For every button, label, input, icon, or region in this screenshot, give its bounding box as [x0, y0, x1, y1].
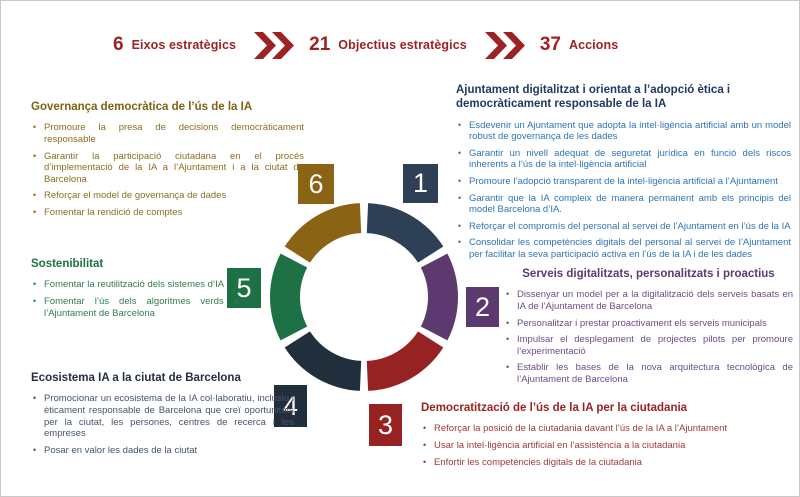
section-title: Democratització de l’ús de la IA per la ciutadania [421, 402, 688, 414]
axis-number-box-2 [466, 287, 499, 327]
section-sostenibilitat [31, 257, 239, 324]
bullet-item: • Promocionar un ecosistema de la IA col·laboratiu, inclusiu i èticament responsable de Barcelona que creï oportunitats per la ciutat, les persones, centres de recerca i les empreses [31, 393, 294, 439]
bullet-item: • Fomentar l’ús dels algoritmes verds a l’Ajuntament de Barcelona [31, 296, 239, 319]
donut-segment-4 [285, 331, 362, 391]
bullet-item: • Esdevenir un Ajuntament que adopta la intel·ligència artificial amb un model robust de governança de les dades [456, 120, 791, 143]
section-democratitzacio [421, 401, 793, 473]
axis-number-box-3 [369, 404, 402, 446]
bullet-item: • Personalitzar i prestar proactivament els serveis municipals [504, 318, 793, 330]
header-label-accions: Accions [568, 38, 619, 52]
bullet-item: • Fomentar la reutilització dels sistemes d’IA [31, 279, 239, 291]
donut-segment-2 [421, 254, 458, 341]
axis-number-1: 1 [412, 168, 429, 198]
bullet-item: • Posar en valor les dades de la ciutat [31, 445, 294, 457]
section-title: Serveis digitalitzats, personalitzats i proactius [522, 268, 775, 280]
bullet-item: • Promoure la presa de decisions democràticament responsable [31, 122, 304, 145]
bullet-item: • Reforçar el model de governança de dades [31, 190, 304, 202]
bullet-item: • Promoure l’adopció transparent de la intel·ligència artificial a l’Ajuntament [456, 176, 791, 188]
header-count-objectius: 21 [309, 34, 331, 55]
donut-segment-3 [367, 331, 444, 391]
double-chevron-icon [485, 32, 526, 59]
section-title: Governança democràtica de l’ús de la IA [31, 101, 253, 113]
section-bullets [421, 423, 793, 468]
section-title: Ajuntament digitalitzat i orientat a l’adopció ètica i democràticament responsable de la IA [456, 84, 731, 111]
header-strip [113, 27, 618, 63]
donut-segment-1 [367, 203, 444, 263]
bullet-item: • Dissenyar un model per a la digitalització dels serveis basats en IA de l’Ajuntament de Barcelona [504, 289, 793, 312]
axis-number-3: 3 [377, 409, 394, 440]
axis-number-4: 4 [282, 390, 299, 421]
bullet-item: • Enfortir les competències digitals de la ciutadania [421, 457, 793, 469]
double-chevron-icon [254, 32, 295, 59]
donut-segment-5 [270, 254, 307, 341]
section-title: Ecosistema IA a la ciutat de Barcelona [31, 372, 241, 384]
bullet-item: • Garantir que la IA compleix de manera permanent amb els principis del model Barcelona d’IA. [456, 193, 791, 216]
axis-number-5: 5 [236, 272, 252, 303]
section-bullets [456, 120, 791, 261]
header-label-eixos: Eixos estratègics [131, 38, 237, 52]
section-bullets [31, 393, 294, 456]
section-ajuntament-digitalitzat [456, 83, 791, 266]
section-serveis [504, 267, 793, 390]
axis-number-6: 6 [308, 168, 324, 199]
bullet-item: • Establir les bases de la nova arquitectura tecnològica de l’Ajuntament de Barcelona [504, 362, 793, 385]
bullet-item: • Garantir la participació ciutadana en el procés d’implementació de la IA a l’Ajuntament i a la ciutat de Barcelona [31, 151, 304, 186]
bullet-item: • Usar la intel·ligència artificial en l’assistència a la ciutadania [421, 440, 793, 452]
section-governanca [31, 100, 304, 223]
bullet-item: • Garantir un nivell adequat de seguretat jurídica en funció dels riscos inherents a l’ús de la intel·ligència artificial [456, 148, 791, 171]
header-label-objectius: Objectius estratègics [338, 38, 467, 52]
header-count-eixos: 6 [113, 34, 124, 55]
header-count-accions: 37 [539, 34, 561, 55]
section-bullets [31, 279, 239, 319]
bullet-item: • Reforçar el compromís del personal al servei de l’Ajuntament en l’ús de la IA [456, 221, 791, 233]
section-ecosistema [31, 371, 294, 461]
bullet-item: • Reforçar la posició de la ciutadania davant l’ús de la IA a l’Ajuntament [421, 423, 793, 435]
section-bullets [31, 122, 304, 218]
bullet-item: • Consolidar les competències digitals del personal al servei de l’Ajuntament per facilitar la seva participació activa en l’ús de la IA i de les dades [456, 237, 791, 260]
section-bullets [504, 289, 793, 385]
bullet-item: • Fomentar la rendició de comptes [31, 207, 304, 219]
section-title: Sostenibilitat [31, 258, 104, 270]
bullet-item: • Impulsar el desplegament de projectes pilots per promoure l’experimentació [504, 334, 793, 357]
axis-number-2: 2 [474, 291, 491, 322]
axis-number-box-1 [403, 164, 438, 203]
